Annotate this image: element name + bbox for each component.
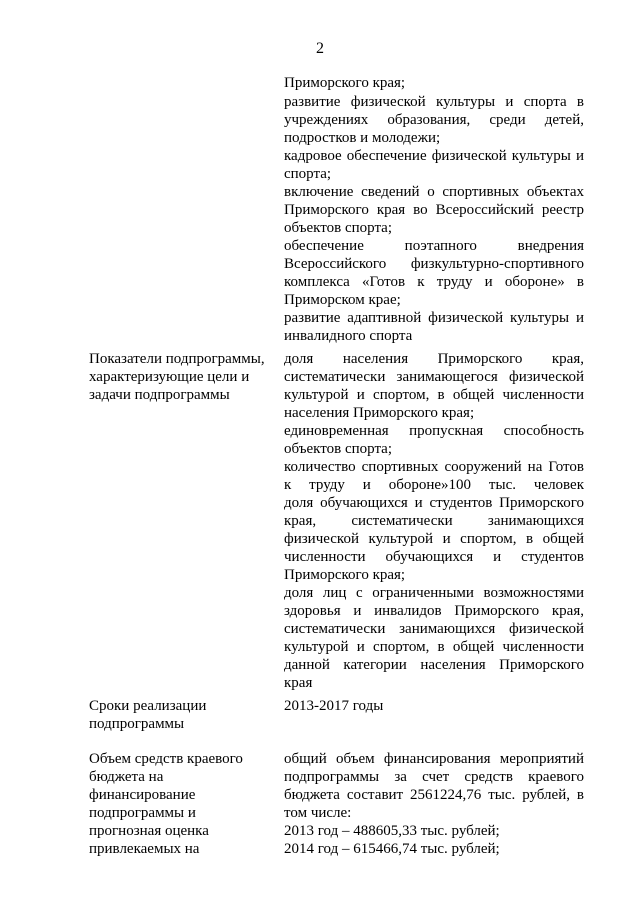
indicators-line: численности обучающихся и студентов xyxy=(284,549,584,565)
indicators-line: края, систематически занимающихся xyxy=(284,513,584,529)
indicators-line: края xyxy=(284,675,313,691)
indicators-line: физической культурой и спортом, в общей xyxy=(284,531,584,547)
continuation-line: Приморского края; xyxy=(284,75,406,91)
continuation-line: Приморском крае; xyxy=(284,292,401,308)
indicators-line: здоровья и инвалидов Приморского края, xyxy=(284,603,584,619)
budget-line: бюджета составит 2561224,76 тыс. рублей, в xyxy=(284,787,584,803)
indicators-line: доля обучающихся и студентов Приморского xyxy=(284,495,584,511)
continuation-line: комплекса «Готов к труду и обороне» в xyxy=(284,274,584,290)
indicators-line: к труду и обороне»100 тыс. человек xyxy=(284,477,584,493)
indicators-line: единовременная пропускная способность xyxy=(284,423,584,439)
row-label-budget: Объем средств краевого xyxy=(89,751,243,767)
row-label-indicators: характеризующие цели и xyxy=(89,369,250,385)
continuation-line: развитие физической культуры и спорта в xyxy=(284,94,584,110)
row-label-budget: финансирование xyxy=(89,787,196,803)
continuation-line: развитие адаптивной физической культуры и xyxy=(284,310,584,326)
budget-line: общий объем финансирования мероприятий xyxy=(284,751,584,767)
indicators-line: систематически занимающихся физической xyxy=(284,621,584,637)
continuation-line: кадровое обеспечение физической культуры и xyxy=(284,148,584,164)
row-label-indicators: задачи подпрограммы xyxy=(89,387,230,403)
row-label-budget: привлекаемых на xyxy=(89,841,200,857)
continuation-line: обеспечение поэтапного внедрения xyxy=(284,238,584,254)
row-label-terms: подпрограммы xyxy=(89,716,185,732)
continuation-line: Приморского края во Всероссийский реестр xyxy=(284,202,584,218)
row-label-budget: прогнозная оценка xyxy=(89,823,209,839)
indicators-line: доля населения Приморского края, xyxy=(284,351,584,367)
indicators-line: населения Приморского края; xyxy=(284,405,475,421)
indicators-line: количество спортивных сооружений на Готов xyxy=(284,459,584,475)
row-label-budget: подпрограммы и xyxy=(89,805,196,821)
budget-line: том числе: xyxy=(284,805,352,821)
budget-line: 2013 год – 488605,33 тыс. рублей; xyxy=(284,823,500,839)
indicators-line: Приморского края; xyxy=(284,567,406,583)
continuation-line: учреждениях образования, среди детей, xyxy=(284,112,584,128)
page-number: 2 xyxy=(316,40,324,57)
budget-line: 2014 год – 615466,74 тыс. рублей; xyxy=(284,841,500,857)
indicators-line: доля лиц с ограниченными возможностями xyxy=(284,585,584,601)
row-label-indicators: Показатели подпрограммы, xyxy=(89,351,265,367)
row-label-budget: бюджета на xyxy=(89,769,164,785)
continuation-line: объектов спорта; xyxy=(284,220,393,236)
budget-line: подпрограммы за счет средств краевого xyxy=(284,769,584,785)
continuation-line: включение сведений о спортивных объектах xyxy=(284,184,584,200)
indicators-line: культурой и спортом, в общей численности xyxy=(284,639,584,655)
continuation-line: подростков и молодежи; xyxy=(284,130,441,146)
indicators-line: систематически занимающегося физической xyxy=(284,369,584,385)
terms-value: 2013-2017 годы xyxy=(284,698,384,714)
continuation-line: Всероссийского физкультурно-спортивного xyxy=(284,256,584,272)
indicators-line: объектов спорта; xyxy=(284,441,393,457)
indicators-line: культурой и спортом, в общей численности xyxy=(284,387,584,403)
continuation-line: инвалидного спорта xyxy=(284,328,413,344)
row-label-terms: Сроки реализации xyxy=(89,698,207,714)
indicators-line: данной категории населения Приморского xyxy=(284,657,584,673)
continuation-line: спорта; xyxy=(284,166,332,182)
